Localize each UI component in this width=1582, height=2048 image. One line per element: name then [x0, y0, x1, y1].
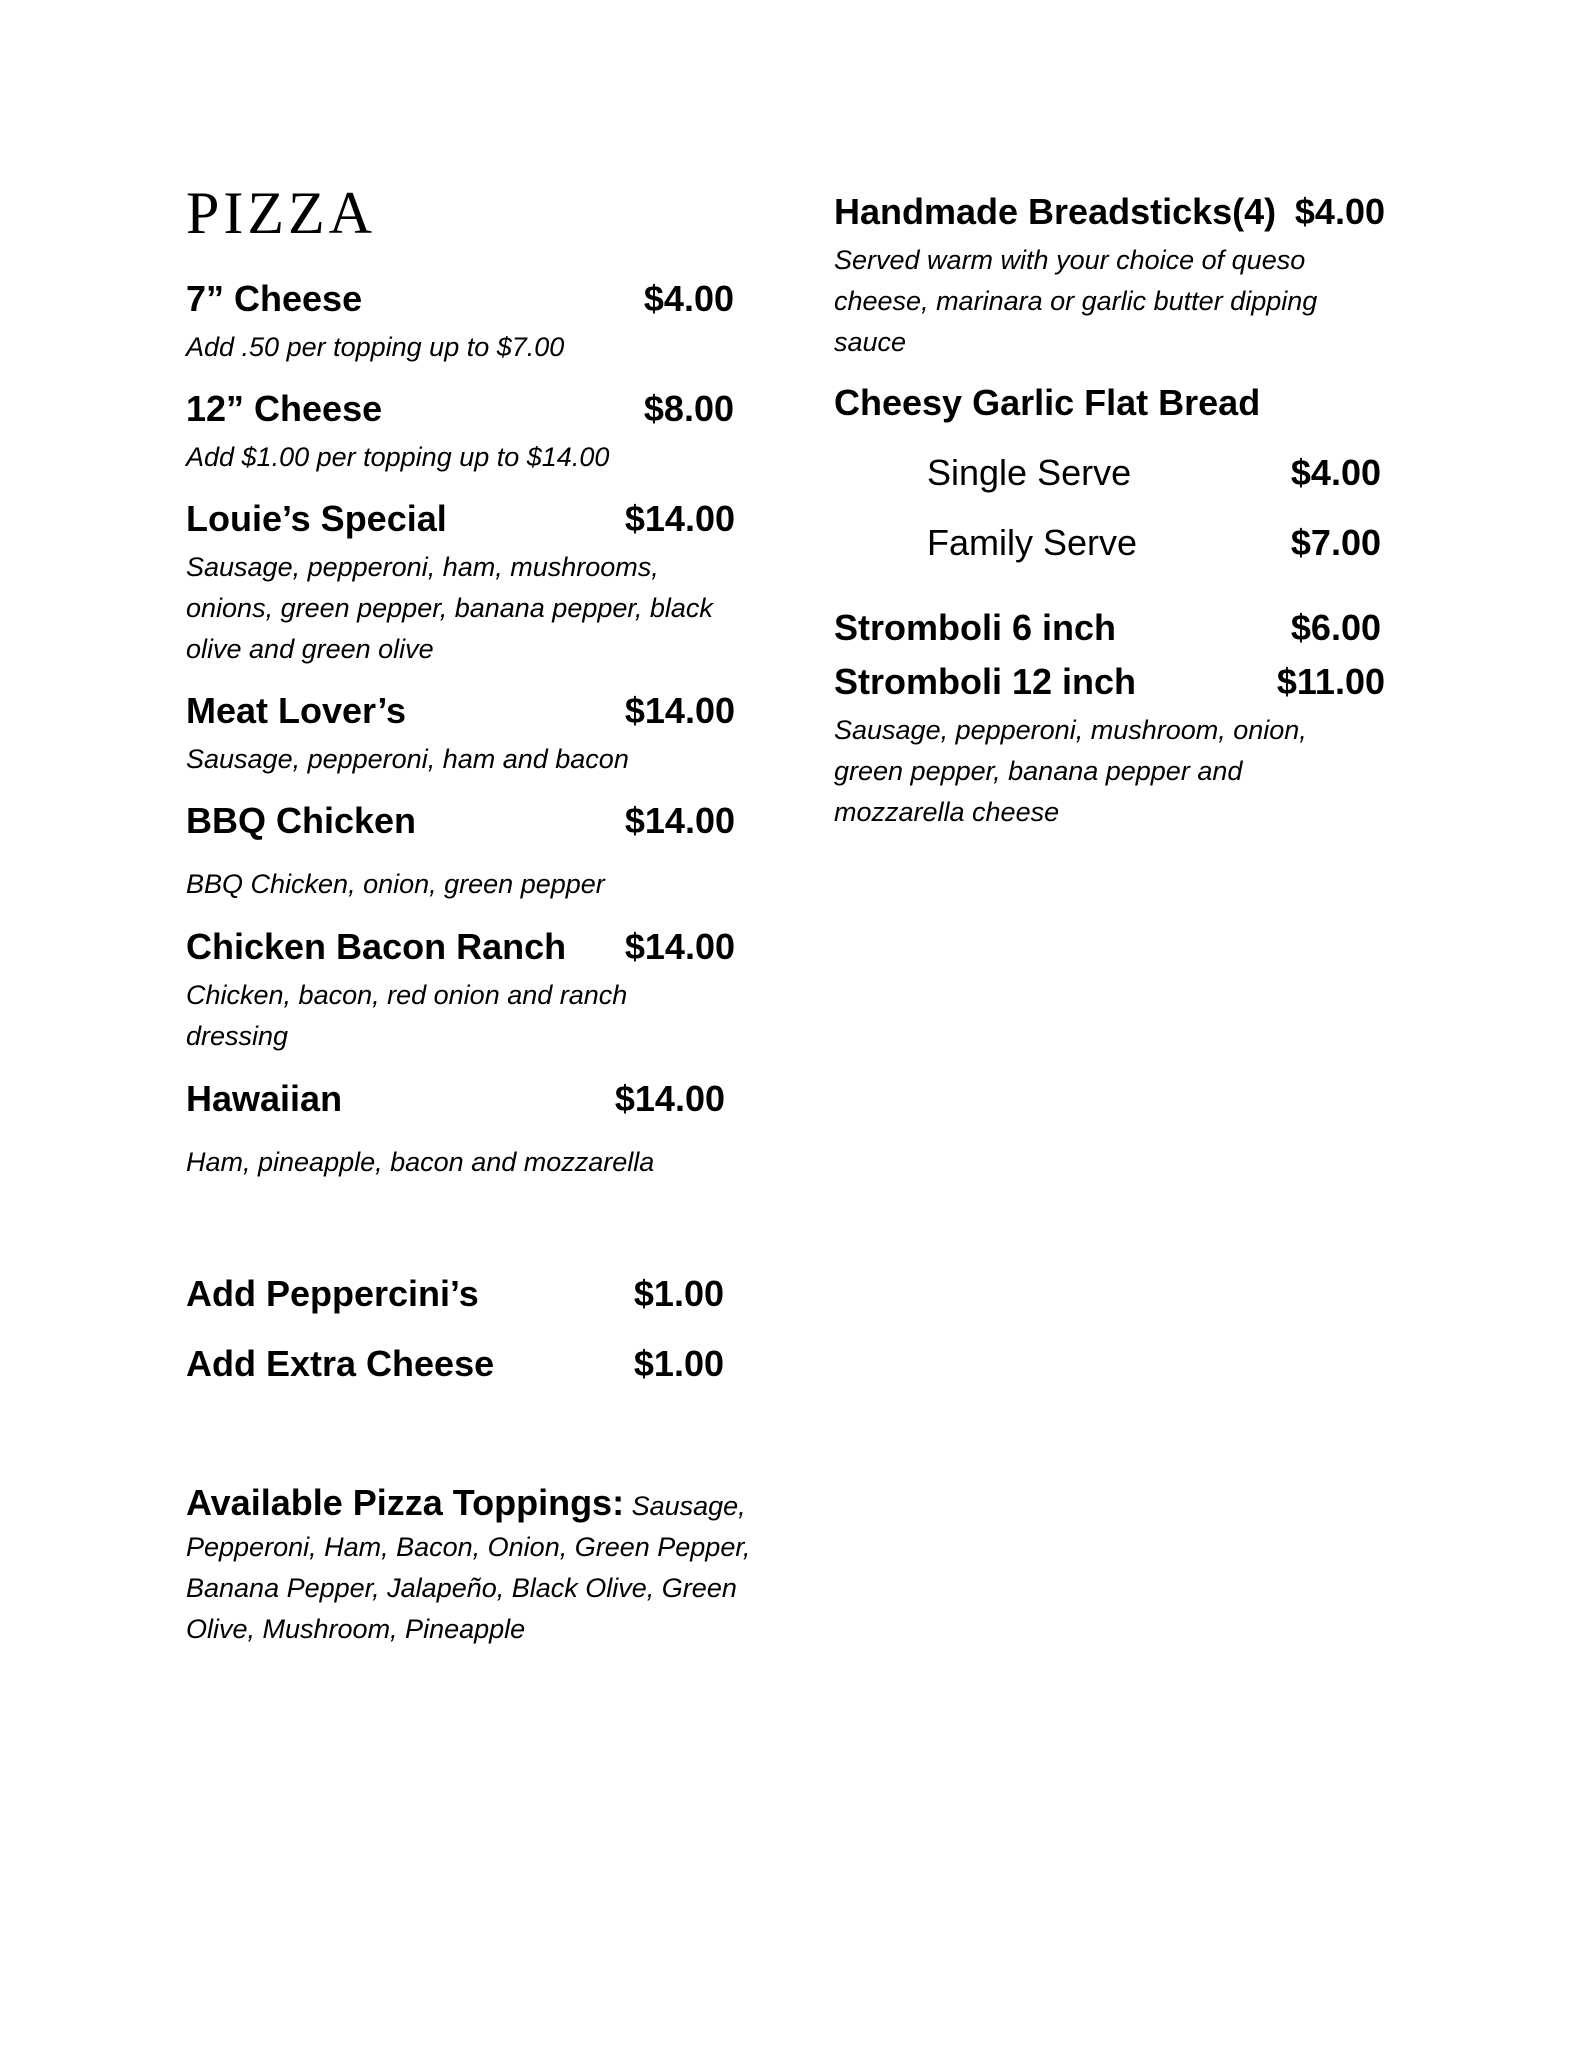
item-price: $1.00 [633, 1273, 724, 1314]
item-description: Sausage, pepperoni, ham and bacon [186, 744, 629, 774]
option-price: $7.00 [1290, 522, 1381, 563]
item-price: $14.00 [624, 498, 735, 539]
item-description: Add .50 per topping up to $7.00 [186, 332, 565, 362]
item-name: 12” Cheese [186, 388, 383, 429]
item-description: Chicken, bacon, red onion and ranch dressing [186, 980, 628, 1051]
item-price: $14.00 [624, 800, 735, 841]
item-description: Ham, pineapple, bacon and mozzarella [186, 1147, 655, 1177]
toppings-note [186, 1482, 756, 1650]
item-price: $1.00 [633, 1343, 724, 1384]
item-name: Stromboli 6 inch [834, 607, 1117, 648]
item-name: Add Peppercini’s [186, 1273, 479, 1314]
item-name: Meat Lover’s [186, 690, 407, 731]
section-title: PIZZA [186, 180, 376, 246]
toppings-list: Sausage, Pepperoni, Ham, Bacon, Onion, Green Pepper, Banana Pepper, Jalapeño, Black Olive, Green Olive, Mushroom, Pineapple [186, 1491, 751, 1644]
item-price: $11.00 [1276, 661, 1385, 702]
toppings-label: Available Pizza Toppings: [186, 1482, 625, 1523]
option-name: Single Serve [927, 452, 1132, 493]
item-price: $14.00 [624, 690, 735, 731]
item-price: $4.00 [643, 278, 734, 319]
option-name: Family Serve [927, 522, 1138, 563]
option-price: $4.00 [1290, 452, 1381, 493]
item-description: Sausage, pepperoni, mushroom, onion, green pepper, banana pepper and mozzarella cheese [834, 715, 1307, 827]
item-description: Sausage, pepperoni, ham, mushrooms, onions, green pepper, banana pepper, black olive and green olive [186, 552, 713, 664]
item-price: $14.00 [624, 926, 735, 967]
item-name: Handmade Breadsticks(4) [834, 191, 1277, 232]
item-price: $14.00 [614, 1078, 725, 1119]
item-name: BBQ Chicken [186, 800, 417, 841]
item-price: $4.00 [1294, 191, 1385, 232]
item-description: BBQ Chicken, onion, green pepper [186, 869, 605, 899]
item-name: Louie’s Special [186, 498, 447, 539]
item-name: Chicken Bacon Ranch [186, 926, 567, 967]
item-description: Add $1.00 per topping up to $14.00 [186, 442, 610, 472]
item-name: Cheesy Garlic Flat Bread [834, 382, 1261, 423]
item-name: Hawaiian [186, 1078, 343, 1119]
item-name: 7” Cheese [186, 278, 363, 319]
item-price: $6.00 [1290, 607, 1381, 648]
item-name: Add Extra Cheese [186, 1343, 495, 1384]
item-price: $8.00 [643, 388, 734, 429]
item-description: Served warm with your choice of queso cheese, marinara or garlic butter dipping sauce [834, 245, 1318, 357]
item-name: Stromboli 12 inch [834, 661, 1137, 702]
